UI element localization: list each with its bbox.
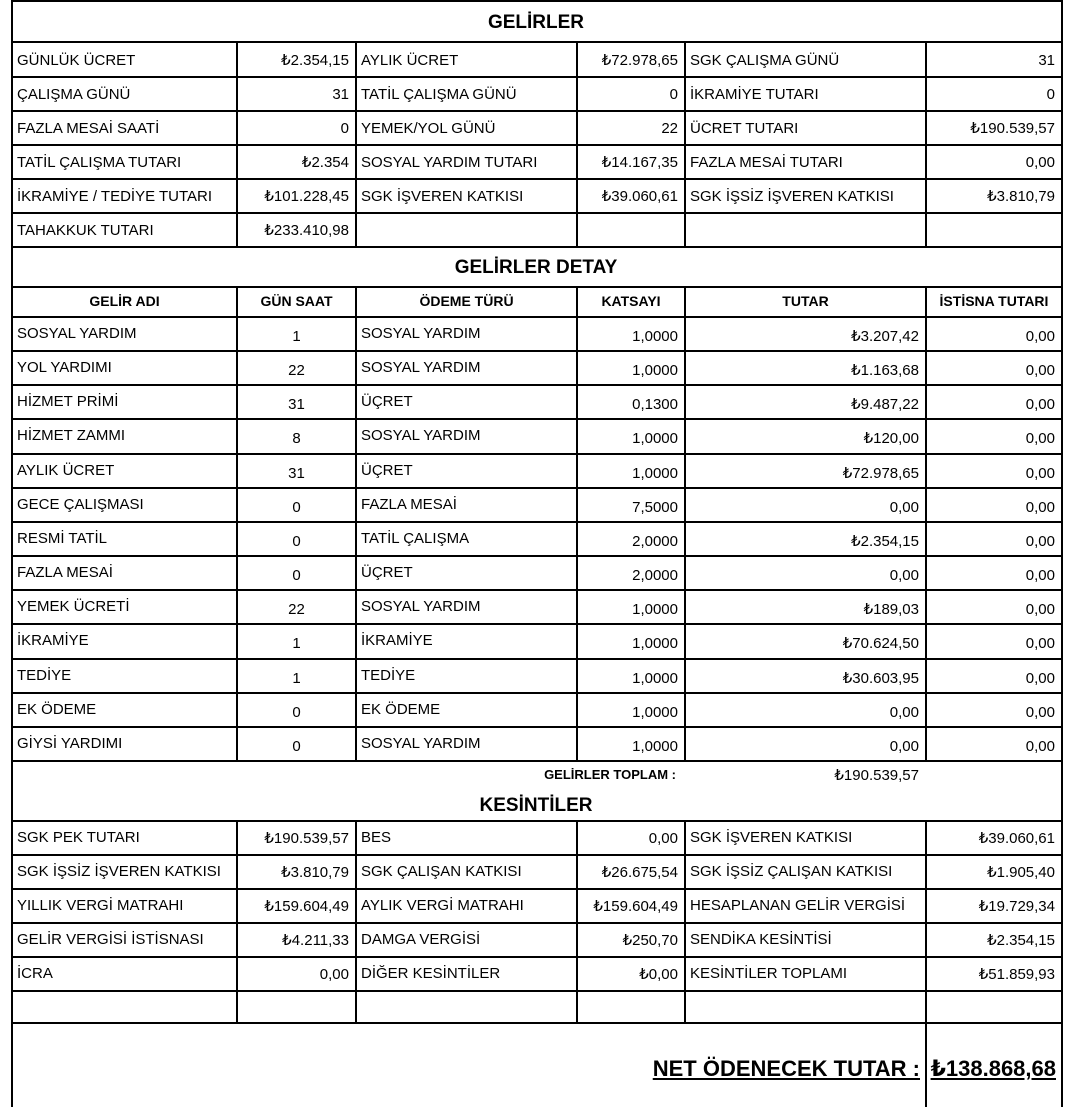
row-divider [11,658,1062,660]
istisna-tutari: 0,00 [1025,635,1055,652]
row-divider [11,726,1062,728]
gelir-label: TATİL ÇALIŞMA TUTARI [17,154,182,171]
gelir-value: ₺101.228,45 [264,188,349,205]
row-divider [11,589,1062,591]
kesinti-label: BES [361,829,392,846]
gelir-value: ₺2.354 [301,154,349,171]
gelir-adi: HİZMET ZAMMI [17,427,126,444]
gun-saat: 22 [288,601,305,618]
column-divider [355,178,357,213]
row-divider [11,956,1062,958]
gelir-value: ₺3.810,79 [987,188,1055,205]
column-divider [236,990,238,1023]
kesinti-label: İCRA [17,965,53,982]
row-divider [11,487,1062,489]
row-divider [11,418,1062,420]
kesinti-label: AYLIK VERGİ MATRAHI [361,897,524,914]
column-divider [684,144,686,179]
row-divider [11,854,1062,856]
gelir-value: ₺190.539,57 [970,120,1055,137]
odeme-turu: SOSYAL YARDIM [361,359,481,376]
katsayi: 1,0000 [632,704,678,721]
column-header: ÖDEME TÜRÜ [419,293,514,309]
row-divider [11,1022,1062,1024]
istisna-tutari: 0,00 [1025,328,1055,345]
column-divider [11,0,13,1107]
column-divider [684,922,686,957]
odeme-turu: EK ÖDEME [361,701,441,718]
odeme-turu: ÜÇRET [361,462,413,479]
gelir-label: ÇALIŞMA GÜNÜ [17,86,131,103]
gelir-value: ₺72.978,65 [601,52,678,69]
row-divider [11,820,1062,822]
tutar: ₺120,00 [863,430,919,447]
gun-saat: 1 [292,635,301,652]
gelir-value: 0 [1046,86,1055,103]
column-divider [355,555,357,590]
row-divider [11,144,1062,146]
gelir-value: 0 [669,86,678,103]
column-divider [355,956,357,991]
gelir-adi: AYLIK ÜCRET [17,462,115,479]
column-header: GELİR ADI [89,293,160,309]
gelir-label: SOSYAL YARDIM TUTARI [361,154,538,171]
column-divider [925,286,927,316]
row-divider [11,246,1062,248]
kesinti-value: ₺19.729,34 [978,898,1055,915]
column-header: GÜN SAAT [260,293,333,309]
tutar: ₺70.624,50 [842,635,919,652]
gelir-label: SGK İŞSİZ İŞVEREN KATKISI [690,188,894,205]
odeme-turu: FAZLA MESAİ [361,496,457,513]
row-divider [11,110,1062,112]
kesinti-value: ₺3.810,79 [281,864,349,881]
katsayi: 1,0000 [632,670,678,687]
column-divider [355,76,357,111]
column-header: İSTİSNA TUTARI [939,293,1049,309]
tutar: ₺1.163,68 [851,362,919,379]
column-divider [355,726,357,761]
gelir-label: ÜCRET TUTARI [690,120,799,137]
kesinti-value: ₺0,00 [639,966,678,983]
gun-saat: 1 [292,670,301,687]
column-divider [355,854,357,889]
katsayi: 2,0000 [632,567,678,584]
column-divider [355,623,357,659]
odeme-turu: SOSYAL YARDIM [361,735,481,752]
kesinti-value: 0,00 [648,830,678,847]
odeme-turu: ÜÇRET [361,564,413,581]
column-divider [355,888,357,923]
column-divider [355,658,357,693]
column-divider [355,990,357,1023]
row-divider [11,76,1062,78]
gelir-adi: SOSYAL YARDIM [17,325,137,342]
tutar: 0,00 [889,704,919,721]
gelir-value: ₺233.410,98 [264,222,349,239]
gelir-adi: GECE ÇALIŞMASI [17,496,144,513]
gun-saat: 31 [288,465,305,482]
kesinti-value: ₺159.604,49 [264,898,349,915]
gun-saat: 0 [292,533,301,550]
istisna-tutari: 0,00 [1025,396,1055,413]
katsayi: 1,0000 [632,465,678,482]
kesinti-value: ₺4.211,33 [282,932,349,949]
row-divider [11,0,1062,2]
gun-saat: 0 [292,704,301,721]
column-divider [925,990,927,1023]
gelir-label: SGK İŞVEREN KATKISI [361,188,524,205]
gelir-value: 22 [661,120,678,137]
section-title-gelirler-detay: GELİRLER DETAY [454,257,618,278]
column-divider [576,990,578,1023]
column-divider [925,212,927,247]
kesinti-label: SENDİKA KESİNTİSİ [690,931,832,948]
gelir-value: 0 [340,120,349,137]
column-divider [684,110,686,145]
istisna-tutari: 0,00 [1025,738,1055,755]
row-divider [11,212,1062,214]
kesinti-label: HESAPLANAN GELİR VERGİSİ [690,897,906,914]
column-divider [236,286,238,316]
column-divider [684,76,686,111]
istisna-tutari: 0,00 [1025,465,1055,482]
istisna-tutari: 0,00 [1025,430,1055,447]
odeme-turu: TATİL ÇALIŞMA [361,530,470,547]
column-divider [355,316,357,351]
kesinti-label: DAMGA VERGİSİ [361,931,481,948]
row-divider [11,350,1062,352]
gelirler-toplam-label: GELİRLER TOPLAM : [544,767,676,782]
katsayi: 0,1300 [632,396,678,413]
gelir-adi: HİZMET PRİMİ [17,393,119,410]
column-divider [355,212,357,247]
istisna-tutari: 0,00 [1025,533,1055,550]
gelir-adi: YEMEK ÜCRETİ [17,598,130,615]
kesinti-value: ₺39.060,61 [978,830,1055,847]
column-divider [684,41,686,77]
row-divider [11,286,1062,288]
gun-saat: 0 [292,499,301,516]
kesinti-value: ₺26.675,54 [601,864,678,881]
column-divider [355,418,357,454]
tutar: ₺2.354,15 [851,533,919,550]
net-odenecek-label: NET ÖDENECEK TUTAR : [652,1056,920,1081]
gelir-label: İKRAMİYE / TEDİYE TUTARI [17,188,213,205]
gelir-adi: TEDİYE [17,667,72,684]
gelir-value: 31 [1038,52,1055,69]
row-divider [11,384,1062,386]
kesinti-label: DİĞER KESİNTİLER [361,965,501,982]
column-divider [355,521,357,556]
gelir-label: FAZLA MESAİ TUTARI [690,154,843,171]
odeme-turu: SOSYAL YARDIM [361,325,481,342]
column-divider [355,41,357,77]
katsayi: 1,0000 [632,738,678,755]
kesinti-label: SGK ÇALIŞAN KATKISI [361,863,522,880]
column-divider [355,384,357,419]
gelir-adi: YOL YARDIMI [17,359,112,376]
kesinti-value: ₺250,70 [622,932,678,949]
kesinti-label: KESİNTİLER TOPLAMI [690,965,847,982]
gun-saat: 0 [292,738,301,755]
katsayi: 1,0000 [632,328,678,345]
istisna-tutari: 0,00 [1025,704,1055,721]
gelir-label: TAHAKKUK TUTARI [17,222,154,239]
tutar: 0,00 [889,499,919,516]
gelir-label: SGK ÇALIŞMA GÜNÜ [690,52,840,69]
column-divider [684,178,686,213]
gelir-label: FAZLA MESAİ SAATİ [17,120,160,137]
gun-saat: 31 [288,396,305,413]
section-title-gelirler: GELİRLER [487,12,585,33]
istisna-tutari: 0,00 [1025,670,1055,687]
column-divider [684,956,686,991]
row-divider [11,922,1062,924]
column-divider [576,212,578,247]
katsayi: 7,5000 [632,499,678,516]
gun-saat: 1 [292,328,301,345]
gelir-adi: EK ÖDEME [17,701,97,718]
gelir-adi: FAZLA MESAİ [17,564,113,581]
gelir-value: 0,00 [1025,154,1055,171]
kesinti-value: ₺159.604,49 [593,898,678,915]
row-divider [11,888,1062,890]
kesinti-label: SGK İŞSİZ ÇALIŞAN KATKISI [690,863,893,880]
column-divider [925,1022,927,1107]
kesinti-label: SGK İŞVEREN KATKISI [690,829,853,846]
gelir-value: 31 [332,86,349,103]
tutar: ₺9.487,22 [851,396,919,413]
column-divider [355,350,357,385]
istisna-tutari: 0,00 [1025,499,1055,516]
gelir-label: İKRAMİYE TUTARI [690,86,819,103]
row-divider [11,521,1062,523]
row-divider [11,760,1062,762]
tutar: ₺72.978,65 [842,465,919,482]
tutar: 0,00 [889,738,919,755]
odeme-turu: SOSYAL YARDIM [361,427,481,444]
column-divider [684,286,686,316]
katsayi: 1,0000 [632,635,678,652]
kesinti-value: ₺1.905,40 [987,864,1055,881]
kesinti-value: ₺2.354,15 [987,932,1055,949]
row-divider [11,41,1062,43]
row-divider [11,555,1062,557]
column-divider [355,589,357,624]
column-divider [355,692,357,727]
katsayi: 1,0000 [632,430,678,447]
kesinti-label: YILLIK VERGİ MATRAHI [17,897,184,914]
row-divider [11,692,1062,694]
tutar: ₺3.207,42 [851,328,919,345]
column-divider [355,110,357,145]
gelir-label: GÜNLÜK ÜCRET [17,52,136,69]
kesinti-label: SGK İŞSİZ İŞVEREN KATKISI [17,863,221,880]
column-header: TUTAR [782,293,829,309]
column-divider [684,212,686,247]
gun-saat: 22 [288,362,305,379]
gelir-value: ₺39.060,61 [601,188,678,205]
column-divider [355,144,357,179]
gelir-adi: RESMİ TATİL [17,530,108,547]
column-divider [1061,0,1063,1107]
gelir-value: ₺2.354,15 [281,52,349,69]
kesinti-value: ₺190.539,57 [264,830,349,847]
gelir-label: YEMEK/YOL GÜNÜ [361,120,496,137]
column-header: KATSAYI [601,293,661,309]
gelirler-toplam-value: ₺190.539,57 [834,767,919,784]
net-odenecek-value: ₺138.868,68 [930,1056,1056,1081]
odeme-turu: ÜÇRET [361,393,413,410]
katsayi: 1,0000 [632,601,678,618]
gelir-adi: İKRAMİYE [17,632,89,649]
tutar: 0,00 [889,567,919,584]
gelir-adi: GİYSİ YARDIMI [17,735,123,752]
column-divider [684,990,686,1023]
row-divider [11,316,1062,318]
column-divider [355,286,357,316]
column-divider [684,854,686,889]
odeme-turu: İKRAMİYE [361,632,433,649]
odeme-turu: TEDİYE [361,667,416,684]
kesinti-value: 0,00 [319,966,349,983]
kesinti-label: GELİR VERGİSİ İSTİSNASI [17,931,204,948]
tutar: ₺30.603,95 [842,670,919,687]
row-divider [11,453,1062,455]
column-divider [355,820,357,855]
gelir-label: TATİL ÇALIŞMA GÜNÜ [361,86,517,103]
katsayi: 2,0000 [632,533,678,550]
column-divider [355,453,357,488]
gelir-label: AYLIK ÜCRET [361,52,459,69]
gun-saat: 0 [292,567,301,584]
kesinti-value: ₺51.859,93 [978,966,1055,983]
odeme-turu: SOSYAL YARDIM [361,598,481,615]
column-divider [684,820,686,855]
istisna-tutari: 0,00 [1025,362,1055,379]
row-divider [11,623,1062,625]
tutar: ₺189,03 [863,601,919,618]
kesinti-label: SGK PEK TUTARI [17,829,140,846]
katsayi: 1,0000 [632,362,678,379]
row-divider [11,990,1062,992]
gelir-value: ₺14.167,35 [601,154,678,171]
istisna-tutari: 0,00 [1025,567,1055,584]
istisna-tutari: 0,00 [1025,601,1055,618]
column-divider [684,888,686,923]
column-divider [355,487,357,522]
gun-saat: 8 [292,430,301,447]
section-title-kesintiler: KESİNTİLER [479,795,593,816]
row-divider [11,178,1062,180]
column-divider [576,286,578,316]
column-divider [355,922,357,957]
